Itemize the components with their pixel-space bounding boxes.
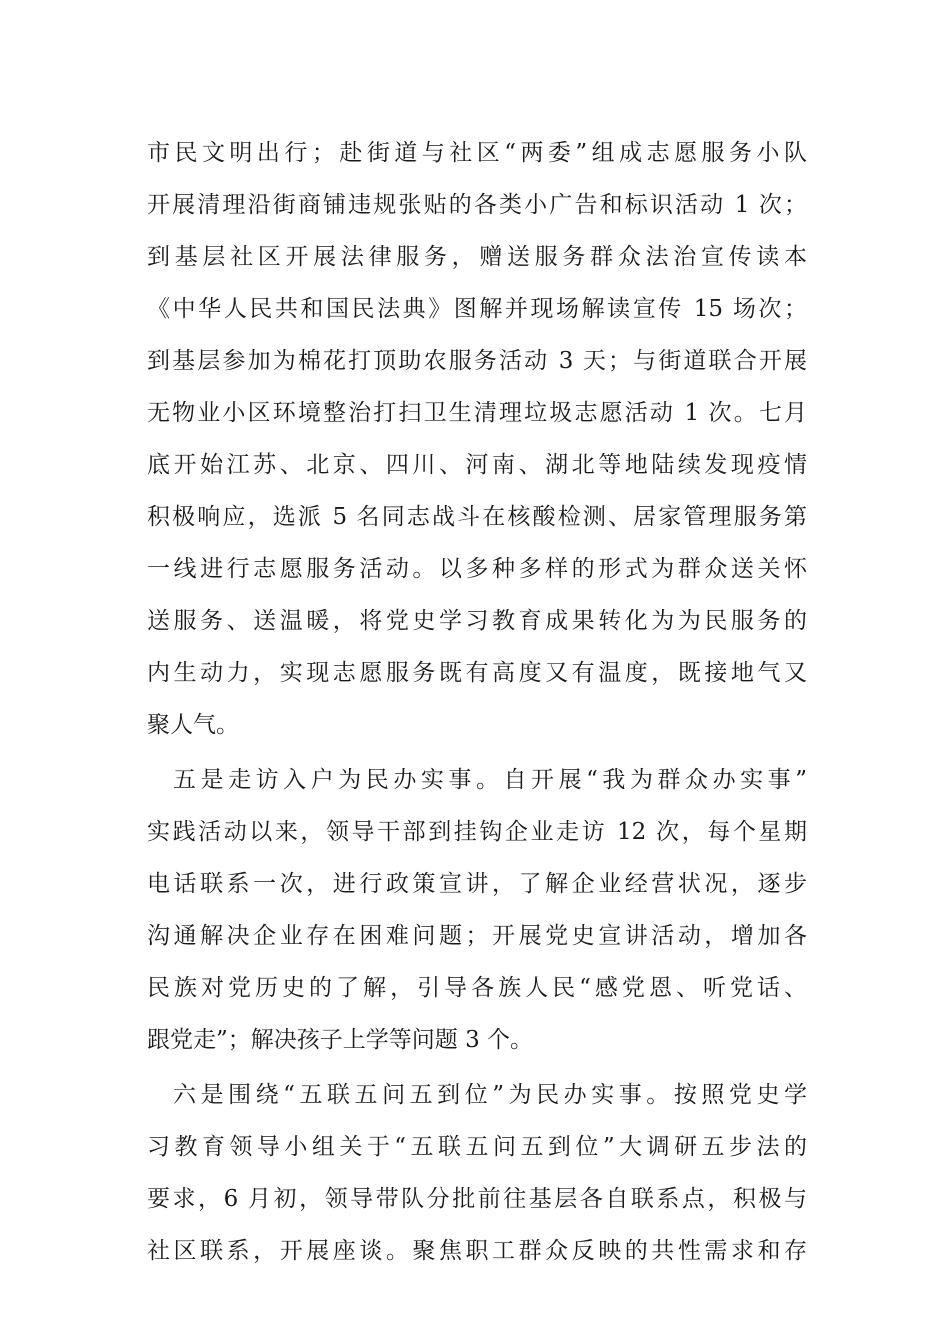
text-line: 跟党走”；解决孩子上学等问题 3 个。 [147, 1027, 534, 1053]
text-line: 六是围绕“五联五问五到位”为民办实事。按照党史学 [173, 1082, 807, 1108]
text-line: 民族对党历史的了解，引导各族人民“感党恩、听党话、 [147, 975, 807, 1001]
text-line: 到基层参加为棉花打顶助农服务活动 3 天；与街道联合开展 [147, 348, 807, 374]
text-line: 底开始江苏、北京、四川、河南、湖北等地陆续发现疫情 [147, 452, 807, 478]
text-line: 到基层社区开展法律服务，赠送服务群众法治宣传读本 [147, 244, 807, 270]
text-line: 无物业小区环境整治打扫卫生清理垃圾志愿活动 1 次。七月 [147, 400, 807, 426]
text-line: 电话联系一次，进行政策宣讲，了解企业经营状况，逐步 [147, 871, 807, 897]
text-line: 社区联系，开展座谈。聚焦职工群众反映的共性需求和存 [147, 1238, 807, 1264]
text-line: 沟通解决企业存在困难问题；开展党史宣讲活动，增加各 [147, 923, 807, 949]
text-line: 《中华人民共和国民法典》图解并现场解读宣传 15 场次； [147, 296, 807, 322]
text-line: 习教育领导小组关于“五联五问五到位”大调研五步法的 [147, 1134, 807, 1160]
text-line: 市民文明出行；赴街道与社区“两委”组成志愿服务小队 [147, 140, 807, 166]
text-line: 聚人气。 [147, 712, 239, 738]
text-line: 实践活动以来，领导干部到挂钩企业走访 12 次，每个星期 [147, 819, 807, 845]
text-line: 开展清理沿街商铺违规张贴的各类小广告和标识活动 1 次； [147, 192, 807, 218]
text-line: 一线进行志愿服务活动。以多种多样的形式为群众送关怀 [147, 556, 807, 582]
text-line: 积极响应，选派 5 名同志战斗在核酸检测、居家管理服务第 [147, 504, 807, 530]
text-line: 内生动力，实现志愿服务既有高度又有温度，既接地气又 [147, 660, 807, 686]
text-line: 要求，6 月初，领导带队分批前往基层各自联系点，积极与 [147, 1186, 807, 1212]
text-line: 五是走访入户为民办实事。自开展“我为群众办实事” [173, 767, 807, 793]
text-line: 送服务、送温暖，将党史学习教育成果转化为为民服务的 [147, 608, 807, 634]
